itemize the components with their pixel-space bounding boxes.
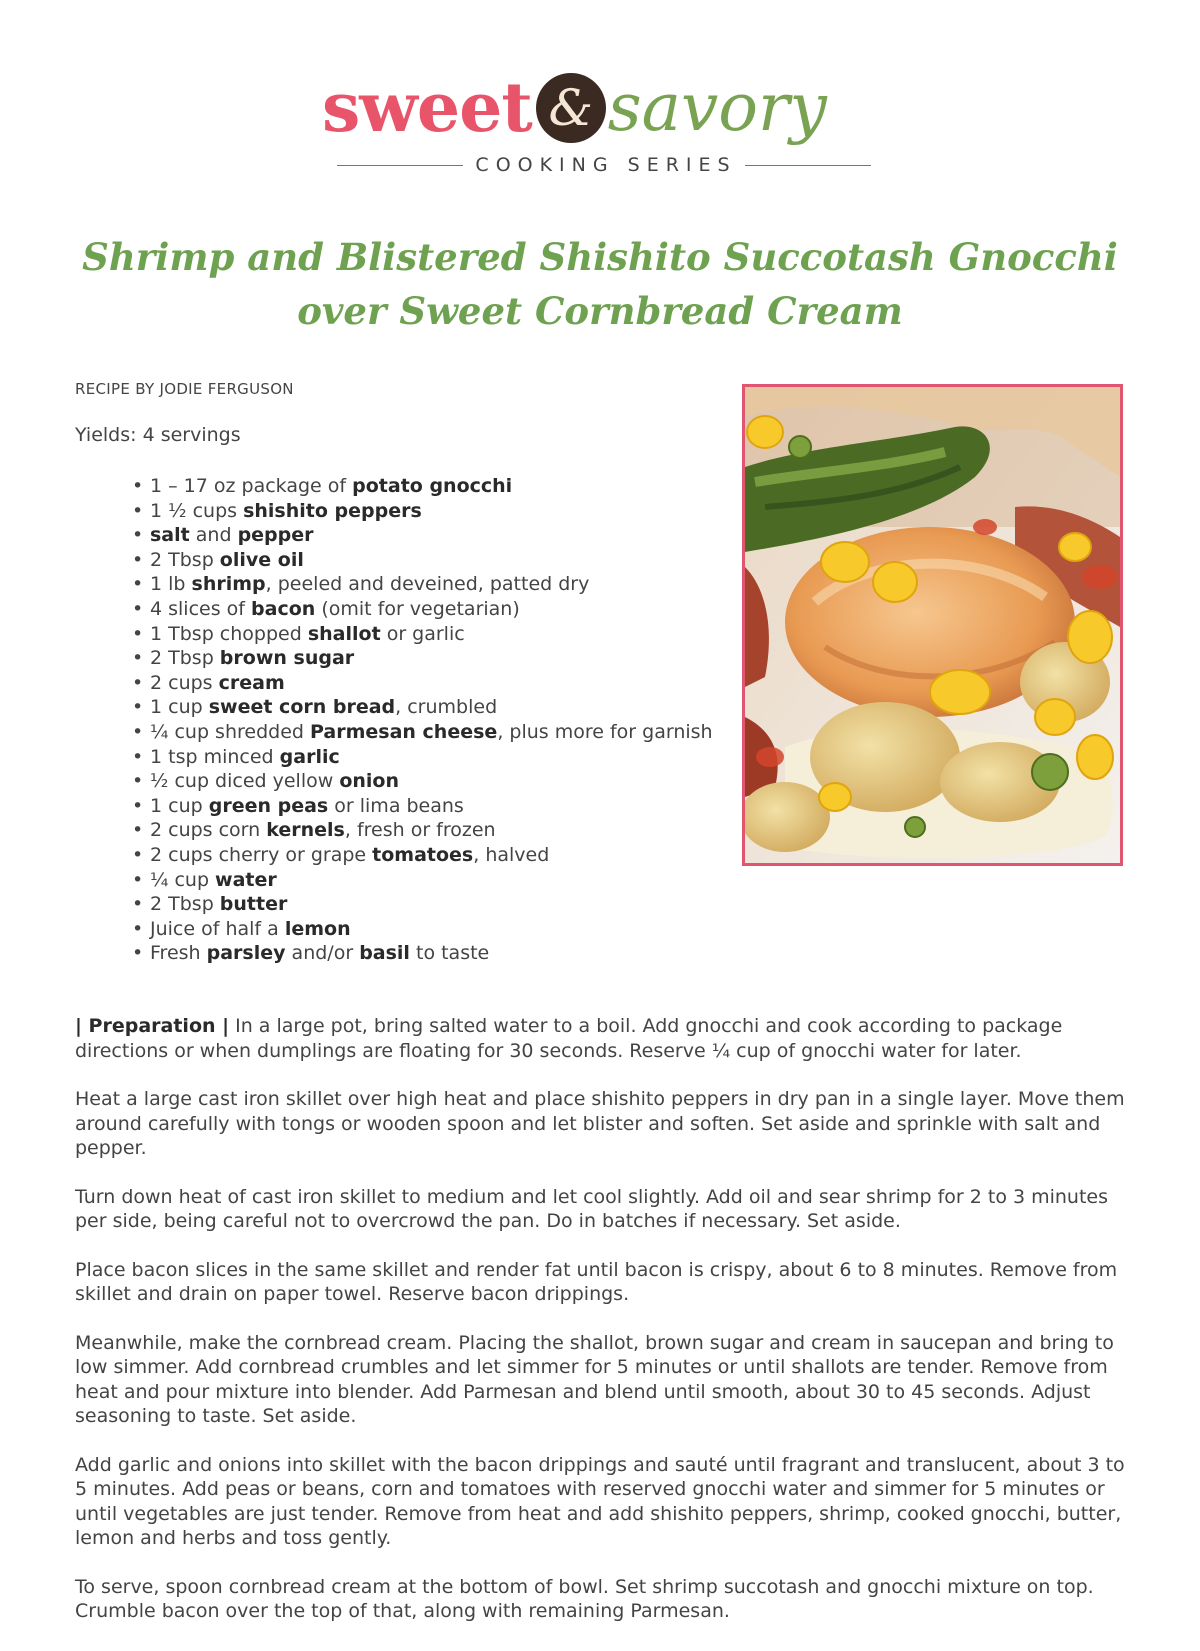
- ingredient-item: [132, 843, 692, 868]
- ingredient-text: and: [189, 524, 238, 547]
- ingredient-item: [132, 523, 692, 548]
- ingredient-key-term: Parmesan cheese: [309, 720, 498, 743]
- ingredient-key-term: shishito peppers: [243, 499, 422, 522]
- ingredient-item: [132, 597, 692, 622]
- ingredient-item: [132, 769, 692, 794]
- ingredient-key-term: lemon: [284, 917, 351, 940]
- ingredient-key-term: brown sugar: [219, 647, 355, 670]
- ingredient-key-term: garlic: [279, 745, 340, 768]
- ingredient-item: [132, 868, 692, 893]
- logo-series-text: COOKING SERIES: [475, 154, 737, 176]
- logo-series-rule: [337, 154, 871, 176]
- ingredient-key-term: bacon: [251, 597, 316, 620]
- ingredient-text: 1 tsp minced: [150, 745, 280, 768]
- ingredient-key-term: shallot: [307, 622, 381, 645]
- ingredient-key-term: parsley: [206, 942, 286, 965]
- preparation-text: In a large pot, bring salted water to a boil. Add gnocchi and cook according to package directions or when dumplings are floating for 30 seconds. Reserve ¼ cup of gnocchi water for later.: [75, 1015, 1063, 1062]
- preparation-text: Heat a large cast iron skillet over high heat and place shishito peppers in dry pan in a single layer. Move them around carefully with tongs or wooden spoon and let blister and soften. Set aside and sprinkle with salt and pepper.: [75, 1088, 1125, 1159]
- ingredient-key-term: potato gnocchi: [352, 475, 513, 497]
- ingredient-text: 1 ½ cups: [150, 499, 244, 522]
- ingredient-text: 4 slices of: [150, 597, 252, 620]
- preparation-text: Meanwhile, make the cornbread cream. Placing the shallot, brown sugar and cream in saucepan and bring to low simmer. Add cornbread crumbles and let simmer for 5 minutes or until shallots are tender. Remove from heat and pour mixture into blender. Add Parmesan and blend until smooth, about 30 to 45 seconds. Adjust seasoning to taste. Set aside.: [75, 1331, 1114, 1427]
- ingredient-text: Fresh: [150, 942, 207, 965]
- ingredient-text: , peeled and deveined, patted dry: [265, 573, 590, 596]
- ingredient-item: [132, 720, 713, 745]
- logo-savory-text: savory: [607, 69, 827, 146]
- ingredient-text: 1 cup: [150, 794, 209, 817]
- ingredient-key-term: basil: [359, 942, 410, 965]
- ingredient-item: [132, 572, 692, 597]
- divider-left: [337, 165, 463, 166]
- ingredient-key-term: sweet corn bread: [208, 696, 396, 719]
- preparation-paragraph: [75, 1087, 1133, 1161]
- ingredient-text: 2 Tbsp: [150, 647, 220, 670]
- dish-photo-illustration: [745, 387, 1120, 863]
- preparation-text: Turn down heat of cast iron skillet to medium and let cool slightly. Add oil and sear shrimp for 2 to 3 minutes per side, being careful not to overcrowd the pan. Do in batches if necessary. Set aside.: [75, 1185, 1109, 1232]
- ingredient-text: 1 cup: [150, 696, 209, 719]
- ingredient-text: 2 Tbsp: [150, 893, 220, 916]
- preparation-paragraph: [75, 1575, 1133, 1624]
- recipe-byline: RECIPE BY JODIE FERGUSON: [75, 380, 294, 398]
- logo-ampersand-badge: &: [536, 73, 606, 143]
- ingredient-item: [132, 917, 692, 942]
- ingredient-item: [132, 818, 692, 843]
- ingredient-item: [132, 941, 692, 966]
- ingredient-item: [132, 499, 692, 524]
- preparation-paragraph: [75, 1258, 1133, 1307]
- ingredient-key-term: pepper: [237, 524, 314, 547]
- ingredient-key-term: tomatoes: [372, 843, 474, 866]
- preparation-paragraph: [75, 1331, 1133, 1429]
- preparation-paragraph: [75, 1014, 1133, 1063]
- ingredient-text: and/or: [285, 942, 360, 965]
- ingredient-item: [132, 622, 692, 647]
- ingredient-text: ½ cup diced yellow: [150, 770, 340, 793]
- divider-right: [745, 165, 871, 166]
- preparation-text: Place bacon slices in the same skillet and render fat until bacon is crispy, about 6 to 8 minutes. Remove from skillet and drain on paper towel. Reserve bacon drippings.: [75, 1258, 1118, 1305]
- ingredient-item: [132, 548, 692, 573]
- ingredient-text: 1 – 17 oz package of: [150, 475, 353, 497]
- ingredient-text: , crumbled: [395, 696, 498, 719]
- preparation-text: To serve, spoon cornbread cream at the bottom of bowl. Set shrimp succotash and gnocchi mixture on top. Crumble bacon over the top of that, along with remaining Parmesan.: [75, 1575, 1094, 1622]
- ingredient-key-term: onion: [339, 770, 399, 793]
- ingredient-item: [132, 695, 692, 720]
- ingredient-text: 2 cups cherry or grape: [150, 843, 373, 866]
- ingredient-text: or garlic: [380, 622, 465, 645]
- brand-logo: [0, 68, 1200, 178]
- ingredient-key-term: water: [215, 868, 277, 891]
- dish-photo: [742, 384, 1123, 866]
- ingredient-key-term: green peas: [208, 794, 329, 817]
- ingredient-key-term: cream: [218, 671, 285, 694]
- preparation-heading: | Preparation |: [75, 1015, 230, 1037]
- ingredient-text: , halved: [473, 843, 550, 866]
- ingredient-key-term: salt: [150, 524, 190, 547]
- ingredient-text: 1 Tbsp chopped: [150, 622, 308, 645]
- ingredient-text: (omit for vegetarian): [315, 597, 520, 620]
- preparation-text: Add garlic and onions into skillet with the bacon drippings and sauté until fragrant and translucent, about 3 to 5 minutes. Add peas or beans, corn and tomatoes with reserved gnocchi water and simmer for 5 minutes or until vegetables are just tender. Remove from heat and add shishito peppers, shrimp, cooked gnocchi, butter, lemon and herbs and toss gently.: [75, 1453, 1125, 1549]
- preparation-paragraph: [75, 1453, 1133, 1551]
- ingredient-text: ¼ cup: [150, 868, 216, 891]
- ingredient-item: [132, 794, 692, 819]
- ingredient-text: to taste: [409, 942, 490, 965]
- ingredient-text: Juice of half a: [150, 917, 285, 940]
- ingredient-list: [132, 474, 713, 966]
- ingredient-key-term: kernels: [266, 819, 345, 842]
- logo-sweet-text: sweet: [322, 68, 532, 148]
- recipe-title-line-1: Shrimp and Blistered Shishito Succotash Gnocchi: [82, 235, 1118, 279]
- ingredient-key-term: shrimp: [191, 573, 266, 596]
- ingredient-text: or lima beans: [328, 794, 464, 817]
- recipe-title: [60, 230, 1140, 338]
- ingredient-text: 2 cups: [150, 671, 219, 694]
- preparation-section: [75, 1014, 1133, 1648]
- ingredient-text: ¼ cup shredded: [150, 720, 310, 743]
- ingredient-text: , fresh or frozen: [344, 819, 496, 842]
- ingredient-item: [132, 892, 692, 917]
- ingredient-text: 1 lb: [150, 573, 192, 596]
- ingredient-item: [132, 474, 692, 499]
- ingredient-key-term: butter: [219, 893, 288, 916]
- recipe-title-line-2: over Sweet Cornbread Cream: [297, 289, 903, 333]
- ingredient-text: 2 cups corn: [150, 819, 267, 842]
- ingredient-key-term: olive oil: [219, 548, 304, 571]
- ingredient-item: [132, 646, 692, 671]
- preparation-paragraph: [75, 1185, 1133, 1234]
- ingredient-text: , plus more for garnish: [497, 720, 713, 743]
- ingredient-text: 2 Tbsp: [150, 548, 220, 571]
- recipe-yields: Yields: 4 servings: [75, 424, 241, 446]
- ingredient-item: [132, 671, 692, 696]
- ingredient-item: [132, 745, 692, 770]
